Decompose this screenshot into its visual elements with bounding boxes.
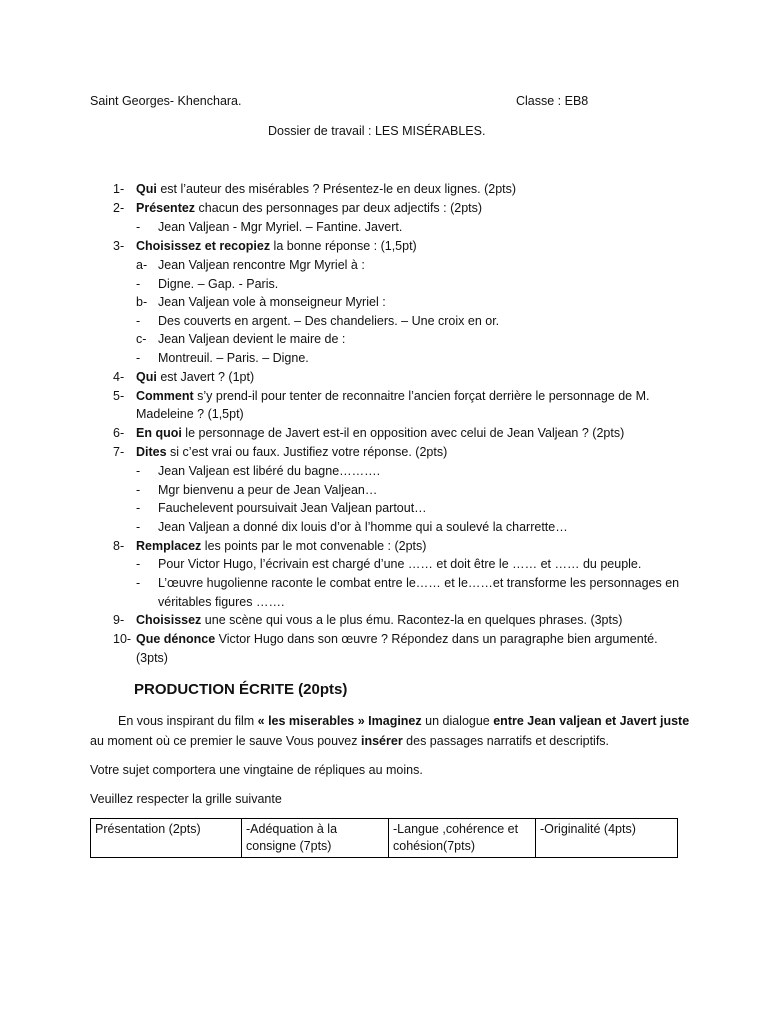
- question-text: Présentez chacun des personnages par deux adjectifs : (2pts): [136, 201, 483, 215]
- grid-cell-langue: -Langue ,cohérence et cohésion(7pts): [389, 819, 536, 858]
- production-paragraph-2: Votre sujet comportera une vingtaine de répliques au moins.: [90, 763, 423, 777]
- production-paragraph-1-continued: au moment où ce premier le sauve Vous pouvez insérer des passages narratifs et descriptifs.: [90, 734, 610, 748]
- production-heading: PRODUCTION ÉCRITE (20pts): [134, 681, 348, 698]
- question-number: 2-: [113, 201, 125, 215]
- grid-cell-presentation: Présentation (2pts): [91, 819, 242, 858]
- question-number: 1-: [113, 182, 125, 196]
- question-number: 3-: [113, 239, 125, 253]
- class-label: Classe : EB8: [516, 94, 589, 108]
- question-text: Qui est l’auteur des misérables ? Présentez-le en deux lignes. (2pts): [136, 182, 517, 196]
- grid-cell-adequation: -Adéquation à la consigne (7pts): [242, 819, 389, 858]
- grid-cell-originalite: -Originalité (4pts): [536, 819, 678, 858]
- document-title: Dossier de travail : LES MISÉRABLES.: [268, 124, 486, 138]
- production-paragraph-1: En vous inspirant du film « les miserables » Imaginez un dialogue entre Jean valjean et Javert juste: [118, 714, 690, 728]
- school-name: Saint Georges- Khenchara.: [90, 94, 242, 108]
- production-paragraph-3: Veuillez respecter la grille suivante: [90, 792, 282, 806]
- question-text: Choisissez et recopiez la bonne réponse : (1,5pt): [136, 239, 417, 253]
- grading-grid: [90, 818, 678, 858]
- table-row: [91, 819, 678, 858]
